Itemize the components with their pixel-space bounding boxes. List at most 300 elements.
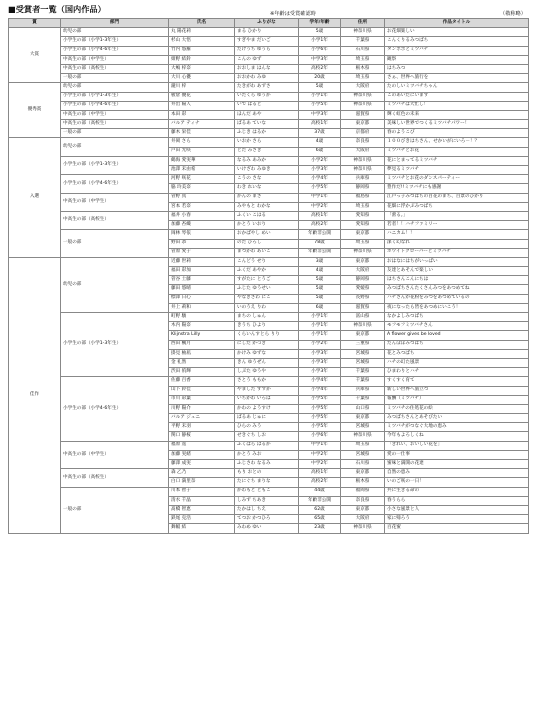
cell-address: 石川県 (341, 46, 385, 55)
cell-furigana: すぎやま だいご (235, 37, 299, 46)
cell-division: 一般の部 (61, 74, 169, 83)
cell-grade: 4歳 (299, 138, 341, 147)
cell-name: 舞幅 結 (169, 524, 235, 533)
cell-name: 瀧川 梓 (169, 83, 235, 92)
cell-address: 奈良県 (341, 138, 385, 147)
cell-name: 岡林 琴依 (169, 230, 235, 239)
cell-title: 花畑に浮かぶみつばち (385, 202, 529, 211)
cell-address: 静岡県 (341, 184, 385, 193)
cell-grade: 20歳 (299, 74, 341, 83)
cell-address: 千葉県 (341, 37, 385, 46)
table-row (9, 110, 529, 119)
cell-name: 川野 陽介 (169, 404, 235, 413)
cell-name: 紺野 結鈴 (169, 55, 235, 64)
cell-title: お花畑楽しい (385, 28, 529, 37)
cell-name: 加藤 杏織 (169, 221, 235, 230)
cell-name: 福原 遥 (169, 441, 235, 450)
cell-address: 山口県 (341, 404, 385, 413)
cell-division: 中高生の部（高校生） (61, 120, 169, 129)
cell-division: 小学生の部（小学1-3年生） (61, 156, 169, 174)
cell-address: 富山県 (341, 313, 385, 322)
cell-furigana: ふじき はるか (235, 129, 299, 138)
cell-grade: 小学1年 (299, 322, 341, 331)
cell-name: 山下 鈴佳 (169, 386, 235, 395)
cell-name: 平野 未羽 (169, 423, 235, 432)
cell-title: A flower gives be loved (385, 331, 529, 340)
cell-furigana: いのうえ りわ (235, 303, 299, 312)
cell-address: 千葉県 (341, 395, 385, 404)
cell-furigana: まる ひかり (235, 28, 299, 37)
cell-grade: 78歳 (299, 239, 341, 248)
cell-grade: 62歳 (299, 505, 341, 514)
cell-grade: 中学2年 (299, 460, 341, 469)
cell-title: すくすく育て (385, 377, 529, 386)
cell-title: 花にとまってるミツバチ (385, 156, 529, 165)
cell-furigana: いちかわ いろは (235, 395, 299, 404)
cell-grade: 小学6年 (299, 46, 341, 55)
cell-grade: 小学6年 (299, 432, 341, 441)
cell-address: 神奈川県 (341, 156, 385, 165)
cell-grade: 65歳 (299, 515, 341, 524)
cell-division: 幼児の部 (61, 83, 169, 92)
cell-name: 菅野 真 (169, 193, 235, 202)
cell-division: 中高生の部（高校生） (61, 211, 169, 229)
cell-furigana: くらいんすとら りり (235, 331, 299, 340)
cell-furigana: かとう みお (235, 450, 299, 459)
cell-division: 小学生の部（小学1-3年生） (61, 92, 169, 101)
cell-grade: 小学5年 (299, 395, 341, 404)
cell-name: 池澤 未由希 (169, 166, 235, 175)
cell-prize: 優秀賞 (9, 83, 61, 138)
column-header-prize: 賞 (9, 19, 61, 28)
cell-grade: 小学4年 (299, 386, 341, 395)
cell-name: 町野 駿 (169, 313, 235, 322)
cell-name: 野田 恭 (169, 239, 235, 248)
cell-grade: 4歳 (299, 267, 341, 276)
table-row (9, 129, 529, 138)
cell-name: 板倉 優花 (169, 92, 235, 101)
cell-address: 福島県 (341, 193, 385, 202)
cell-prize: 佳作 (9, 257, 61, 533)
cell-grade: 小学1年 (299, 92, 341, 101)
cell-title: ホワイトクローバーとミツバチ (385, 248, 529, 257)
table-row (9, 138, 529, 147)
cell-division: 幼児の部 (61, 28, 169, 37)
cell-division: 中高生の部（中学生） (61, 110, 169, 119)
cell-title: 輝く虹色の未来 (385, 110, 529, 119)
cell-address: 大阪府 (341, 83, 385, 92)
cell-title: ハチの幻た風景 (385, 358, 529, 367)
cell-name: 丸 陽花莉 (169, 28, 235, 37)
cell-grade: 年齢非公開 (299, 496, 341, 505)
cell-name: 加藤 実緒 (169, 450, 235, 459)
table-row (9, 156, 529, 165)
cell-grade: 小学3年 (299, 166, 341, 175)
cell-grade: 高校2年 (299, 64, 341, 73)
column-header-title: 作品タイトル (385, 19, 529, 28)
cell-grade: 小学5年 (299, 101, 341, 110)
cell-address: 埼玉県 (341, 55, 385, 64)
cell-furigana: ばるあ ていな (235, 120, 299, 129)
cell-address: 兵庫県 (341, 386, 385, 395)
cell-address: 三重県 (341, 340, 385, 349)
cell-address: 宮城県 (341, 450, 385, 459)
table-row (9, 101, 529, 110)
cell-address: 福岡県 (341, 487, 385, 496)
cell-name: 関口 静桜 (169, 432, 235, 441)
cell-title: ミツバチとお花 (385, 147, 529, 156)
cell-grade: 小学1年 (299, 313, 341, 322)
cell-furigana: かとう いおり (235, 221, 299, 230)
cell-furigana: かわの ようすけ (235, 404, 299, 413)
cell-address: 栃木県 (341, 478, 385, 487)
cell-grade: 3歳 (299, 257, 341, 266)
table-row (9, 55, 529, 64)
cell-name: 森 乙乃 (169, 469, 235, 478)
cell-grade: 中学3年 (299, 55, 341, 64)
cell-address: 埼玉県 (341, 239, 385, 248)
cell-division: 小学生の部（小学4-6年生） (61, 46, 169, 55)
cell-address: 愛知県 (341, 221, 385, 230)
cell-grade: 5歳 (299, 294, 341, 303)
cell-division: 一般の部 (61, 487, 169, 533)
cell-grade: 小学5年 (299, 414, 341, 423)
cell-division: 一般の部 (61, 230, 169, 258)
cell-title: 夜になったら皆をあつめにいこう！ (385, 303, 529, 312)
cell-furigana: たにぐち まりな (235, 478, 299, 487)
cell-title: はちみつ (385, 64, 529, 73)
cell-division: 小学生の部（小学4-6年生） (61, 101, 169, 110)
cell-name: 木内 陽奈 (169, 322, 235, 331)
cell-name: 佐藤 百香 (169, 377, 235, 386)
cell-title: 夢見るミツバチ (385, 166, 529, 175)
cell-division: 幼児の部 (61, 257, 169, 312)
cell-title: １００びきはちさん、せかいがにいろ－！？ (385, 138, 529, 147)
cell-grade: 5歳 (299, 83, 341, 92)
cell-title: 「蕾る。」 (385, 211, 529, 220)
cell-title: ミツバチの住処花の絵 (385, 404, 529, 413)
cell-furigana: みやもと わかな (235, 202, 299, 211)
cell-furigana: しぶた ゆうや (235, 368, 299, 377)
cell-title: タンポポとミツバチ (385, 46, 529, 55)
cell-address: 奈良県 (341, 496, 385, 505)
cell-furigana: とだ みさき (235, 147, 299, 156)
cell-name: 脇 玲美奈 (169, 184, 235, 193)
cell-grade: 中学2年 (299, 202, 341, 211)
cell-grade: 5歳 (299, 28, 341, 37)
cell-name: 髙橋 智恵 (169, 505, 235, 514)
cell-title: 若者！！ハチファミリー (385, 221, 529, 230)
cell-furigana: なるみ あみか (235, 156, 299, 165)
cell-address: 神奈川県 (341, 248, 385, 257)
cell-grade: 高校2年 (299, 478, 341, 487)
cell-name: 白口 満里奈 (169, 478, 235, 487)
cell-furigana: やました すずか (235, 386, 299, 395)
table-header-row (9, 19, 529, 28)
table-row (9, 487, 529, 496)
table-row (9, 313, 529, 322)
cell-address: 大阪府 (341, 147, 385, 156)
table-body (9, 28, 529, 533)
cell-division: 小学生の部（小学4-6年生） (61, 175, 169, 193)
cell-furigana: のだ ひろし (235, 239, 299, 248)
cell-furigana: わき れいな (235, 184, 299, 193)
cell-address: 神奈川県 (341, 524, 385, 533)
cell-name: 大川 心優 (169, 74, 235, 83)
cell-address: 愛知県 (341, 211, 385, 220)
cell-name: 清水 千晶 (169, 496, 235, 505)
cell-name: 大嶋 梓奈 (169, 64, 235, 73)
cell-furigana: にしだ かづき (235, 340, 299, 349)
cell-name: 金 礼然 (169, 358, 235, 367)
cell-furigana: ばるあ じゅに (235, 414, 299, 423)
cell-division: 小学生の部（小学1-3年生） (61, 313, 169, 377)
cell-name: 藤澤 成実 (169, 460, 235, 469)
cell-address: 東京都 (341, 469, 385, 478)
cell-furigana: いおか さら (235, 138, 299, 147)
cell-address: 埼玉県 (341, 74, 385, 83)
cell-furigana: しみず ちあき (235, 496, 299, 505)
cell-grade: 44歳 (299, 487, 341, 496)
cell-title: ミツバチは大忙し！ (385, 101, 529, 110)
cell-furigana: かんの まさ (235, 193, 299, 202)
cell-title: 観察 (385, 55, 529, 64)
cell-prize: 入選 (9, 138, 61, 257)
cell-address: 大阪府 (341, 515, 385, 524)
cell-title: みつばちさんとあそびたい (385, 414, 529, 423)
table-row (9, 469, 529, 478)
table-row (9, 46, 529, 55)
cell-name: 井上 莉和 (169, 303, 235, 312)
table-row (9, 193, 529, 202)
cell-title: たのしいミツバチちゃん (385, 83, 529, 92)
cell-name: 藤木 栄佳 (169, 129, 235, 138)
cell-title: 花とみつばち (385, 349, 529, 358)
cell-name: 市川 彩葉 (169, 395, 235, 404)
cell-name: 杉山 大悟 (169, 37, 235, 46)
cell-address: 愛媛県 (341, 285, 385, 294)
table-row (9, 441, 529, 450)
cell-grade: 中学1年 (299, 193, 341, 202)
cell-name: 宮本 若奈 (169, 202, 235, 211)
cell-address: 千葉県 (341, 377, 385, 386)
cell-furigana: まちの しゅん (235, 313, 299, 322)
cell-furigana: もり おとの (235, 469, 299, 478)
cell-title: たんぽぽみつばち (385, 340, 529, 349)
column-header-furigana: ふりがな (235, 19, 299, 28)
cell-prize: 大賞 (9, 28, 61, 83)
cell-title: 美味しい世界でつくるミツバチパワー！ (385, 120, 529, 129)
table-row (9, 120, 529, 129)
cell-address: 京都府 (341, 129, 385, 138)
cell-address: 長野県 (341, 294, 385, 303)
cell-title: 報酬（ミツバチ） (385, 395, 529, 404)
cell-name: 藤田 悠晴 (169, 285, 235, 294)
cell-grade: 小学2年 (299, 340, 341, 349)
cell-division: 小学生の部（小学4-6年生） (61, 377, 169, 441)
cell-name: 標澤 日心 (169, 294, 235, 303)
cell-division: 一般の部 (61, 129, 169, 138)
cell-grade: 中学3年 (299, 110, 341, 119)
cell-title: 「きれい、おいしい花を」 (385, 441, 529, 450)
cell-division: 小学生の部（小学1-3年生） (61, 37, 169, 46)
cell-grade: 高校2年 (299, 221, 341, 230)
cell-furigana: いけざわ みゆき (235, 166, 299, 175)
cell-name: 本田 彩 (169, 110, 235, 119)
cell-grade: 中学1年 (299, 441, 341, 450)
cell-grade: 小学5年 (299, 423, 341, 432)
cell-furigana: いで はると (235, 101, 299, 110)
cell-address: 東京都 (341, 331, 385, 340)
cell-name: 鉄尾 克浩 (169, 515, 235, 524)
cell-address: 宮城県 (341, 358, 385, 367)
cell-name: 近藤 世莉 (169, 257, 235, 266)
cell-title: 春のようこび (385, 129, 529, 138)
cell-title: おはなにはちがいっぱい (385, 257, 529, 266)
table-row (9, 37, 529, 46)
table-row (9, 230, 529, 239)
cell-name: 河野 咲花 (169, 175, 235, 184)
table-row (9, 28, 529, 37)
cell-furigana: かわもと ともこ (235, 487, 299, 496)
cell-furigana: おおかわ みゆ (235, 74, 299, 83)
cell-title: はちさんこんにちは (385, 276, 529, 285)
cell-title: いのご咲の一日！ (385, 478, 529, 487)
cell-title: こんくりるみつばち (385, 37, 529, 46)
cell-title: 小さな風景と人 (385, 505, 529, 514)
age-note: ※年齢は受賞確認時 (270, 11, 316, 17)
cell-title: モフモフミツバチさん (385, 322, 529, 331)
cell-grade: 小学5年 (299, 184, 341, 193)
page-title: ■受賞者一覧（国内作品） (8, 4, 106, 14)
cell-grade: 中学2年 (299, 450, 341, 459)
cell-name: 川本 智子 (169, 487, 235, 496)
cell-division: 中高生の部（中学生） (61, 193, 169, 211)
cell-grade: 小学1年 (299, 37, 341, 46)
cell-address: 東京都 (341, 414, 385, 423)
cell-grade: 小学4年 (299, 377, 341, 386)
cell-grade: 小学3年 (299, 349, 341, 358)
winners-table (8, 18, 529, 534)
cell-title: 今年もよろしくね (385, 432, 529, 441)
cell-furigana: ほんだ あや (235, 110, 299, 119)
cell-grade: 6歳 (299, 303, 341, 312)
cell-grade: 小学3年 (299, 368, 341, 377)
cell-title: 深く幻なれ (385, 239, 529, 248)
cell-grade: 5歳 (299, 285, 341, 294)
cell-title: なかよしみつばち (385, 313, 529, 322)
cell-title: ハチさんが花粉をみつをあつめているの (385, 294, 529, 303)
cell-division: 中高生の部（中学生） (61, 55, 169, 64)
cell-name: 福井 小春 (169, 211, 235, 220)
cell-address: 東京都 (341, 505, 385, 514)
cell-grade: 5歳 (299, 276, 341, 285)
cell-address: 宮城県 (341, 423, 385, 432)
cell-title: 豊作だ!!ミツバチにも感謝 (385, 184, 529, 193)
cell-title: 蜜味と満開の花達 (385, 460, 529, 469)
cell-address: 神奈川県 (341, 322, 385, 331)
table-row (9, 175, 529, 184)
cell-name: 西田 楓月 (169, 340, 235, 349)
cell-furigana: おかばやし めい (235, 230, 299, 239)
cell-grade: 年齢非公開 (299, 248, 341, 257)
honorific-note: （敬称略） (500, 11, 526, 17)
cell-furigana: みわめ ゆい (235, 524, 299, 533)
cell-furigana: ふじさわ なるみ (235, 460, 299, 469)
cell-name: 福田 彩加 (169, 267, 235, 276)
cell-furigana: きん ゆうぜん (235, 358, 299, 367)
cell-furigana: ひらの みう (235, 423, 299, 432)
table-row (9, 74, 529, 83)
cell-address: 東京都 (341, 120, 385, 129)
table-row (9, 377, 529, 386)
cell-grade: 高校1年 (299, 469, 341, 478)
cell-furigana: やなぎさわ にこ (235, 294, 299, 303)
cell-furigana: たきがわ あずさ (235, 83, 299, 92)
cell-name: 竹内 悠羅 (169, 46, 235, 55)
column-header-division: 部門 (61, 19, 169, 28)
cell-title: 友達とあそんで楽しい (385, 267, 529, 276)
cell-furigana: ふじた ゆうせい (235, 285, 299, 294)
cell-name: 渋田 侑輝 (169, 368, 235, 377)
table-row (9, 211, 529, 220)
cell-division: 中高生の部（高校生） (61, 64, 169, 73)
cell-division: 中高生の部（中学生） (61, 441, 169, 469)
cell-furigana: すがたに とうご (235, 276, 299, 285)
cell-furigana: こんどう せり (235, 257, 299, 266)
cell-name: バルア ティナ (169, 120, 235, 129)
cell-furigana: ふくはら はるか (235, 441, 299, 450)
cell-title: ミツバチとお花のダンスパーティー (385, 175, 529, 184)
cell-title: 自然の恵み (385, 469, 529, 478)
cell-address: 石川県 (341, 460, 385, 469)
cell-furigana: こんの ゆず (235, 55, 299, 64)
cell-address: 千葉県 (341, 368, 385, 377)
cell-title: さぁ、世界へ旅行を (385, 74, 529, 83)
cell-title: ひまわりとハチ (385, 368, 529, 377)
cell-furigana: せきぐち しお (235, 432, 299, 441)
cell-division: 幼児の部 (61, 138, 169, 156)
cell-title: このあいだにいます (385, 92, 529, 101)
cell-address: 滋賀県 (341, 110, 385, 119)
cell-name: 井出 陽人 (169, 101, 235, 110)
cell-name: 菅谷 土藤 (169, 276, 235, 285)
cell-address: 神奈川県 (341, 28, 385, 37)
cell-address: 東京都 (341, 230, 385, 239)
cell-address: 兵庫県 (341, 175, 385, 184)
cell-grade: 小学1年 (299, 331, 341, 340)
cell-division: 中高生の部（高校生） (61, 469, 169, 487)
cell-title: 共に生きる命の (385, 487, 529, 496)
cell-address: 大阪府 (341, 267, 385, 276)
cell-furigana: たかはし ちえ (235, 505, 299, 514)
cell-title: 百花蜜 (385, 524, 529, 533)
cell-grade: 高校1年 (299, 120, 341, 129)
cell-name: 掛見 柚凪 (169, 349, 235, 358)
cell-furigana: てつお かつひろ (235, 515, 299, 524)
cell-furigana: こうの さな (235, 175, 299, 184)
cell-name: 鶴海 愛実華 (169, 156, 235, 165)
cell-grade: 小学3年 (299, 358, 341, 367)
cell-furigana: おおしま はんな (235, 64, 299, 73)
cell-title: ハニカム！！ (385, 230, 529, 239)
cell-name: バルア ジュニ (169, 414, 235, 423)
cell-grade: 高校1年 (299, 211, 341, 220)
cell-name: 戸田 光咲 (169, 147, 235, 156)
cell-furigana: まつかわ あいこ (235, 248, 299, 257)
cell-address: 栃木県 (341, 64, 385, 73)
cell-furigana: ふくだ あやか (235, 267, 299, 276)
